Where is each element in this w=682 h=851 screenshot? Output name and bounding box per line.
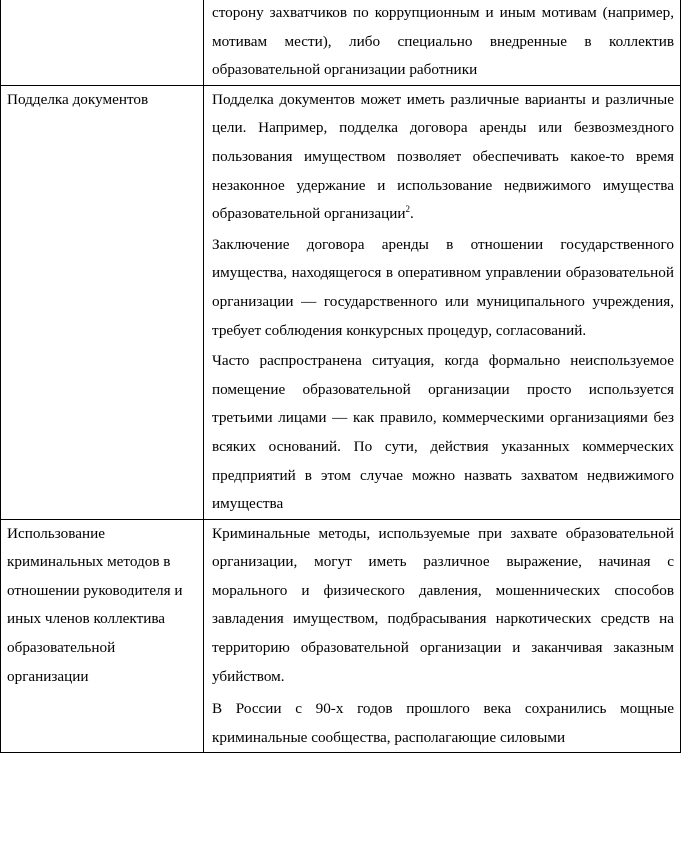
description-paragraph: Часто распространена ситуация, когда формально неиспользуемое помещение образовательной организации просто используется третьими лицами — как правило, коммерческими организациями без всяких оснований. По сути, действия указанных коммерческих предприятий в этом случае можно назвать захватом недвижимого имущества: [212, 352, 674, 513]
description-paragraph: В России с 90-х годов прошлого века сохранились мощные криминальные сообщества, располагающие силовыми: [212, 700, 674, 746]
table-row: [1, 0, 681, 85]
footnote-mark: 2: [405, 204, 411, 215]
description-paragraph: Подделка документов может иметь различные варианты и различные цели. Например, подделка договора аренды или безвозмездного пользования имуществом позволяет обеспечивать какое-то время незаконное удержание и использование недвижимого имущества образовательной организации$^2$.: [212, 90, 674, 223]
method-type-cell: Подделка документов: [1, 85, 204, 519]
method-description-cell: [204, 519, 681, 753]
paragraph-text: Подделка документов может иметь различные варианты и различные цели. Например, подделка договора аренды или безвозмездного пользования имуществом позволяет обеспечивать какое-то время незаконное удержание и использование недвижимого имущества образовательной организации: [212, 90, 674, 223]
table-row: [1, 519, 681, 753]
method-type-cell: Использование криминальных методов в отношении руководителя и иных членов коллектива образовательной организации: [1, 519, 204, 753]
description-paragraph: сторону захватчиков по коррупционным и иным мотивам (например, мотивам мести), либо специально внедренные в коллектив образовательной организации работники: [212, 4, 674, 79]
method-type-cell: [1, 0, 204, 85]
description-paragraph: Криминальные методы, используемые при захвате образовательной организации, могут иметь различное выражение, начиная с морального и физического давления, мошеннических способов завладения имуществом, подбрасывания наркотических средств на территорию образовательной организации и заканчивая заказным убийством.: [212, 524, 674, 685]
table-row: [1, 85, 681, 519]
method-description-cell: [204, 0, 681, 85]
method-description-cell: [204, 85, 681, 519]
description-paragraph: Заключение договора аренды в отношении государственного имущества, находящегося в оперативном управлении образовательной организации — государственного или муниципального учреждения, требует соблюдения конкурсных процедур, согласований.: [212, 235, 674, 339]
